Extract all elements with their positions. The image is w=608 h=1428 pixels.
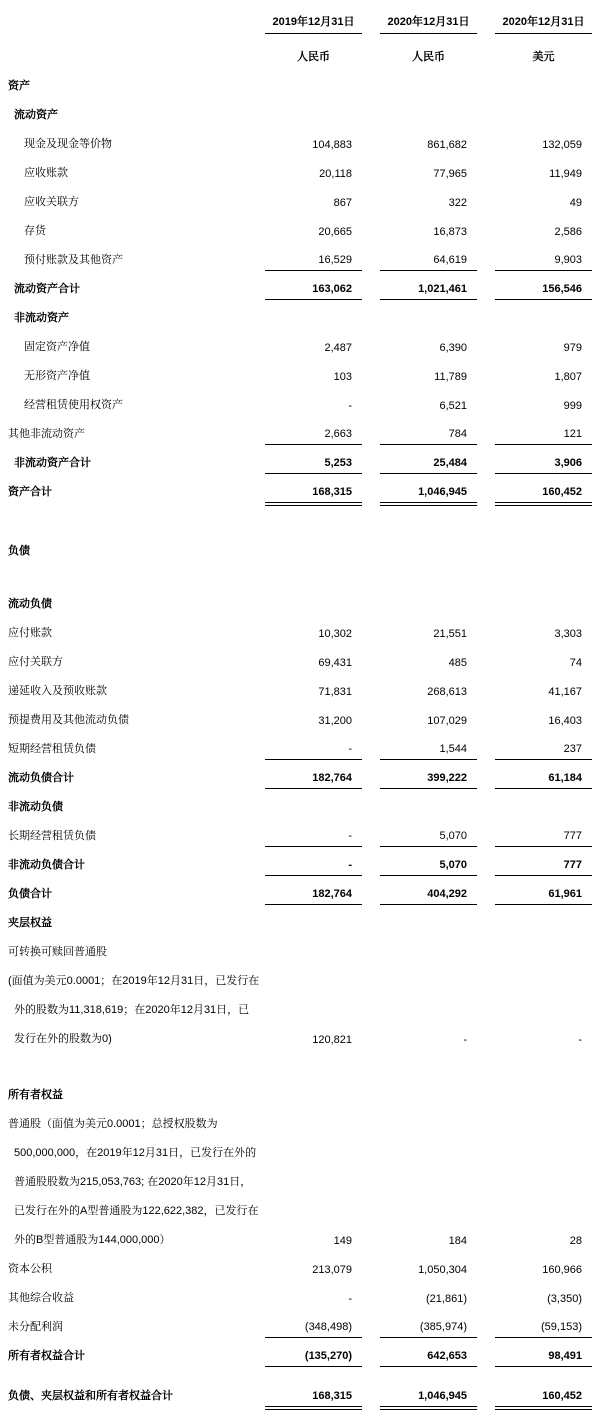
cell-value: 61,961: [495, 888, 592, 905]
row-label: 发行在外的股数为0): [14, 1033, 112, 1045]
table-row: [8, 1021, 592, 1050]
cell-value: 168,315: [265, 1390, 362, 1407]
cell-value: [265, 1218, 362, 1222]
table-row: [8, 1309, 592, 1338]
column-header-date-3: 2020年12月31日: [495, 13, 592, 34]
column-header-currency-1: 人民币: [297, 51, 330, 63]
cell-value: 237: [495, 743, 592, 760]
cell-value: [265, 611, 362, 615]
row-label: 负债合计: [8, 888, 52, 900]
table-row: [8, 876, 592, 905]
row-label: 无形资产净值: [24, 370, 90, 382]
cell-value: 182,764: [265, 772, 362, 789]
cell-value: 149: [333, 1235, 352, 1247]
cell-value: [380, 325, 477, 329]
table-row: [8, 358, 592, 387]
cell-value: 71,831: [318, 686, 352, 698]
cell-value: 9,903: [495, 254, 592, 271]
table-row: [8, 702, 592, 731]
table-row: [8, 963, 592, 992]
table-row: [8, 1164, 592, 1193]
cell-value: [495, 611, 592, 615]
row-label: 资产合计: [8, 486, 52, 498]
table-row: [8, 155, 592, 184]
cell-value: 6,521: [439, 400, 467, 412]
cell-value: 2,663: [265, 428, 362, 445]
cell-value: [380, 122, 477, 126]
row-label: 普通股（面值为美元0.0001；总授权股数为: [8, 1118, 218, 1130]
cell-value: [265, 558, 362, 562]
cell-value: -: [578, 1034, 582, 1046]
row-label: 负债: [8, 545, 30, 557]
cell-value: 5,253: [265, 457, 362, 474]
cell-value: 28: [569, 1235, 582, 1247]
row-label: 应付关联方: [8, 656, 63, 668]
cell-value: 1,021,461: [380, 283, 477, 300]
cell-value: -: [348, 400, 352, 412]
cell-value: 404,292: [380, 888, 477, 905]
cell-value: [380, 611, 477, 615]
cell-value: [380, 1102, 477, 1106]
column-header-currency-2: 人民币: [412, 51, 445, 63]
cell-value: 41,167: [548, 686, 582, 698]
cell-value: 399,222: [380, 772, 477, 789]
row-label: 所有者权益合计: [8, 1350, 85, 1362]
header-label-spacer: [8, 64, 247, 68]
cell-value: 69,431: [318, 657, 352, 669]
cell-value: [265, 1189, 362, 1193]
table-row: [8, 533, 592, 562]
cell-value: 999: [563, 400, 582, 412]
cell-value: [380, 988, 477, 992]
row-label: 未分配利润: [8, 1321, 63, 1333]
cell-value: [380, 1160, 477, 1164]
cell-value: 268,613: [427, 686, 467, 698]
table-body: [8, 68, 592, 1407]
table-row: [8, 992, 592, 1021]
table-row: [8, 847, 592, 876]
cell-value: 160,966: [542, 1264, 582, 1276]
cell-value: 20,665: [318, 226, 352, 238]
row-label: 预付账款及其他资产: [24, 254, 123, 266]
column-header-date-1: 2019年12月31日: [265, 13, 362, 34]
cell-value: 979: [563, 342, 582, 354]
table-row: [8, 445, 592, 474]
cell-value: 11,789: [434, 371, 467, 383]
row-label: 流动资产合计: [14, 283, 80, 295]
table-row: [8, 1135, 592, 1164]
row-label: 流动负债: [8, 598, 52, 610]
row-label: 现金及现金等价物: [24, 138, 112, 150]
cell-value: 25,484: [380, 457, 477, 474]
cell-value: 61,184: [495, 772, 592, 789]
cell-value: -: [348, 1293, 352, 1305]
cell-value: 777: [495, 859, 592, 876]
cell-value: 49: [569, 197, 582, 209]
row-label: 所有者权益: [8, 1089, 63, 1101]
cell-value: 10,302: [318, 628, 352, 640]
table-row: [8, 673, 592, 702]
row-label: 非流动负债合计: [8, 859, 85, 871]
table-row: [8, 644, 592, 673]
table-row: [8, 1106, 592, 1135]
row-label: 夹层权益: [8, 917, 52, 929]
row-label: 应付账款: [8, 627, 52, 639]
cell-value: 1,544: [380, 743, 477, 760]
table-row: [8, 387, 592, 416]
header-row-currencies: [8, 34, 592, 68]
table-row: [8, 760, 592, 789]
cell-value: [495, 558, 592, 562]
cell-value: 16,529: [265, 254, 362, 271]
row-label: 长期经营租赁负债: [8, 830, 96, 842]
row-label: 资产: [8, 80, 30, 92]
cell-value: (21,861): [426, 1293, 467, 1305]
cell-value: 160,452: [495, 1390, 592, 1407]
column-header-date-2: 2020年12月31日: [380, 13, 477, 34]
cell-value: 642,653: [380, 1350, 477, 1367]
row-label: 其他综合收益: [8, 1292, 74, 1304]
cell-value: -: [265, 743, 362, 760]
row-label: 预提费用及其他流动负债: [8, 714, 129, 726]
cell-value: (385,974): [380, 1321, 477, 1338]
cell-value: 184: [448, 1235, 467, 1247]
cell-value: [495, 1160, 592, 1164]
cell-value: 6,390: [439, 342, 467, 354]
table-row: [8, 586, 592, 615]
row-label: 非流动资产: [14, 312, 69, 324]
table-row: [8, 213, 592, 242]
cell-value: 103: [333, 371, 352, 383]
table-row: [8, 615, 592, 644]
table-row: [8, 329, 592, 358]
table-row: [8, 474, 592, 503]
cell-value: 213,079: [312, 1264, 352, 1276]
cell-value: 120,821: [312, 1034, 352, 1046]
cell-value: [495, 1189, 592, 1193]
cell-value: 5,070: [380, 859, 477, 876]
cell-value: 20,118: [319, 168, 352, 180]
cell-value: 74: [569, 657, 582, 669]
row-label: 流动负债合计: [8, 772, 74, 784]
cell-value: [265, 1160, 362, 1164]
row-label: 外的B型普通股为144,000,000）: [14, 1234, 171, 1246]
cell-value: 21,551: [433, 628, 467, 640]
column-header-currency-3: 美元: [532, 51, 555, 63]
cell-value: [495, 959, 592, 963]
cell-value: 104,883: [312, 139, 352, 151]
cell-value: [265, 1131, 362, 1135]
cell-value: 98,491: [495, 1350, 592, 1367]
cell-value: [495, 930, 592, 934]
cell-value: [380, 814, 477, 818]
row-label: 递延收入及预收账款: [8, 685, 107, 697]
cell-value: [265, 988, 362, 992]
cell-value: 168,315: [265, 486, 362, 503]
cell-value: 2,586: [554, 226, 582, 238]
table-row: [8, 1280, 592, 1309]
cell-value: [265, 122, 362, 126]
cell-value: 163,062: [265, 283, 362, 300]
cell-value: 11,949: [549, 168, 582, 180]
table-row: [8, 789, 592, 818]
cell-value: [495, 1218, 592, 1222]
cell-value: 1,807: [554, 371, 582, 383]
cell-value: [495, 814, 592, 818]
cell-value: [380, 1017, 477, 1021]
table-row: [8, 818, 592, 847]
cell-value: [495, 1017, 592, 1021]
row-label: 资本公积: [8, 1263, 52, 1275]
table-row: [8, 242, 592, 271]
row-label: 负债、夹层权益和所有者权益合计: [8, 1390, 173, 1402]
row-label: 已发行在外的A型普通股为122,622,382，已发行在: [14, 1205, 259, 1217]
table-row: [8, 184, 592, 213]
cell-value: (135,270): [265, 1350, 362, 1367]
table-row: [8, 1193, 592, 1222]
cell-value: [265, 93, 362, 97]
cell-value: 3,303: [554, 628, 582, 640]
row-label: 其他非流动资产: [8, 428, 85, 440]
cell-value: 485: [448, 657, 467, 669]
cell-value: 777: [495, 830, 592, 847]
row-label: 存货: [24, 225, 46, 237]
row-label: 非流动资产合计: [14, 457, 91, 469]
cell-value: [380, 930, 477, 934]
table-row: [8, 731, 592, 760]
table-row: [8, 934, 592, 963]
row-label: 普通股股数为215,053,763; 在2020年12月31日，: [14, 1176, 252, 1188]
cell-value: [380, 959, 477, 963]
row-label: 流动资产: [14, 109, 58, 121]
cell-value: -: [265, 830, 362, 847]
cell-value: 156,546: [495, 283, 592, 300]
cell-value: -: [265, 859, 362, 876]
row-label: 可转换可赎回普通股: [8, 946, 107, 958]
cell-value: 1,050,304: [418, 1264, 467, 1276]
cell-value: 107,029: [427, 715, 467, 727]
cell-value: 5,070: [380, 830, 477, 847]
row-label: 500,000,000，在2019年12月31日，已发行在外的: [14, 1147, 257, 1159]
cell-value: 160,452: [495, 486, 592, 503]
cell-value: [265, 1017, 362, 1021]
cell-value: 31,200: [318, 715, 352, 727]
cell-value: (3,350): [547, 1293, 582, 1305]
cell-value: [265, 814, 362, 818]
cell-value: [265, 959, 362, 963]
row-label: 非流动负债: [8, 801, 63, 813]
cell-value: [380, 1131, 477, 1135]
header-label-spacer: [8, 30, 247, 34]
cell-value: [265, 1102, 362, 1106]
cell-value: 2,487: [324, 342, 352, 354]
cell-value: 861,682: [427, 139, 467, 151]
cell-value: [265, 325, 362, 329]
table-row: [8, 271, 592, 300]
table-row: [8, 1378, 592, 1407]
cell-value: 784: [380, 428, 477, 445]
row-label: 经营租赁使用权资产: [24, 399, 123, 411]
cell-value: [495, 1131, 592, 1135]
cell-value: [380, 93, 477, 97]
table-row: [8, 1338, 592, 1367]
table-row: [8, 1077, 592, 1106]
header-row-dates: [8, 8, 592, 34]
cell-value: 77,965: [433, 168, 467, 180]
cell-value: [265, 930, 362, 934]
cell-value: 1,046,945: [380, 1390, 477, 1407]
row-label: 短期经营租赁负债: [8, 743, 96, 755]
cell-value: 322: [448, 197, 467, 209]
table-row: [8, 905, 592, 934]
table-row: [8, 300, 592, 329]
cell-value: -: [463, 1034, 467, 1046]
cell-value: 64,619: [380, 254, 477, 271]
table-row: [8, 1251, 592, 1280]
cell-value: 16,873: [433, 226, 467, 238]
table-row: [8, 126, 592, 155]
cell-value: [495, 1102, 592, 1106]
cell-value: [380, 1218, 477, 1222]
cell-value: 132,059: [542, 139, 582, 151]
cell-value: (348,498): [265, 1321, 362, 1338]
cell-value: [495, 122, 592, 126]
row-label: 应收账款: [24, 167, 68, 179]
table-row: [8, 416, 592, 445]
table-row: [8, 1222, 592, 1251]
cell-value: (59,153): [495, 1321, 592, 1338]
cell-value: [495, 988, 592, 992]
table-row: [8, 68, 592, 97]
cell-value: 16,403: [548, 715, 582, 727]
row-label: (面值为美元0.0001；在2019年12月31日，已发行在: [8, 975, 260, 987]
cell-value: 3,906: [495, 457, 592, 474]
row-label: 外的股数为11,318,619；在2020年12月31日，已: [14, 1004, 250, 1016]
cell-value: 867: [333, 197, 352, 209]
cell-value: 182,764: [265, 888, 362, 905]
cell-value: 121: [495, 428, 592, 445]
row-label: 固定资产净值: [24, 341, 90, 353]
cell-value: [495, 325, 592, 329]
cell-value: [380, 1189, 477, 1193]
cell-value: [380, 558, 477, 562]
row-label: 应收关联方: [24, 196, 79, 208]
cell-value: [495, 93, 592, 97]
table-row: [8, 97, 592, 126]
cell-value: 1,046,945: [380, 486, 477, 503]
